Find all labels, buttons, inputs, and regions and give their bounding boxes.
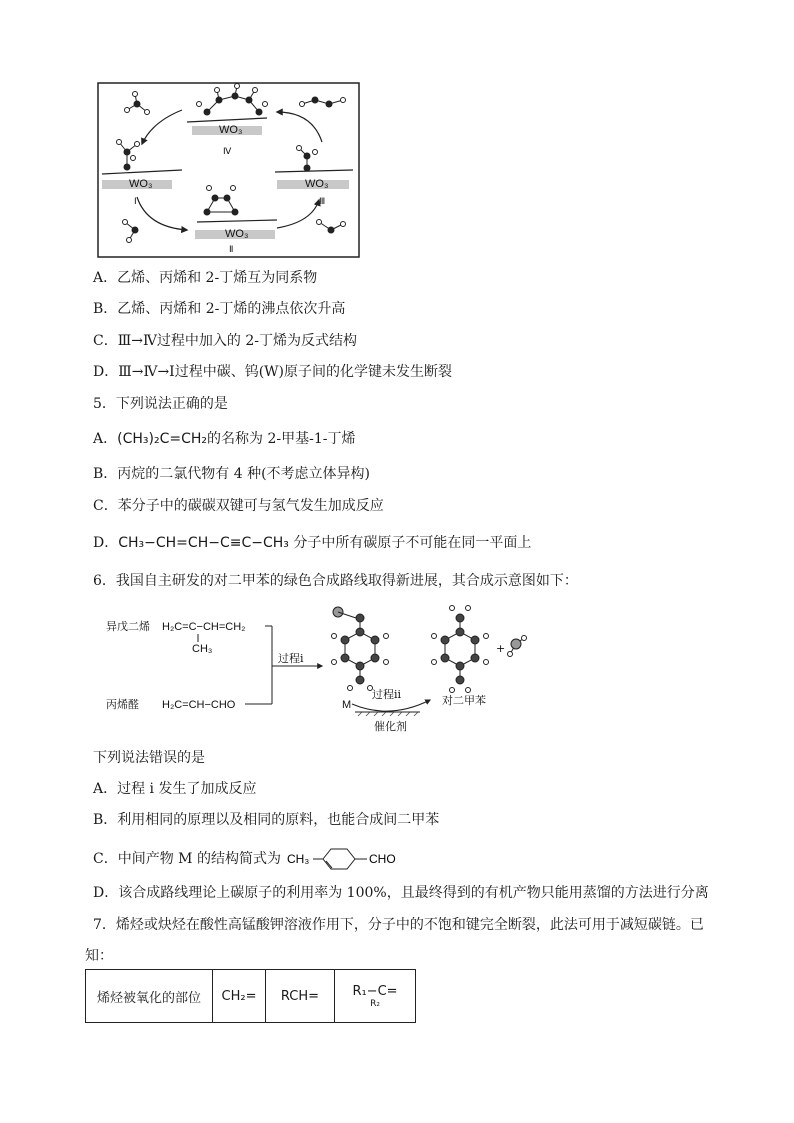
catalytic-cycle-figure: [97, 82, 360, 258]
acrolein-formula: H₂C=CH−CHO: [162, 699, 236, 711]
q4-option-d: D．Ⅲ→Ⅳ→Ⅰ过程中碳、钨(W)原子间的化学键未发生断裂: [93, 364, 453, 380]
plus-sign: +: [496, 642, 506, 655]
q5-option-a: [93, 429, 355, 449]
q6-option-b: B．利用相同的原理以及相同的原料，也能合成间二甲苯: [93, 812, 440, 828]
acrolein-label: 丙烯醛: [106, 698, 139, 711]
process-i-label: 过程i: [278, 652, 304, 665]
q5-option-d: [93, 533, 531, 553]
roman-iv: Ⅳ: [223, 146, 232, 156]
catalyst-label: 催化剂: [374, 720, 407, 733]
q5-option-b: B．丙烷的二氯代物有 4 种(不考虑立体异构): [93, 466, 371, 482]
product-label: 对二甲苯: [442, 694, 486, 707]
table-row: [86, 970, 416, 1023]
q5-option-a-formula: (CH₃)₂C=CH₂: [117, 431, 207, 447]
m-structure-formula: [285, 846, 415, 872]
roman-ii: Ⅱ: [229, 244, 234, 254]
q5-option-a-text: 的名称为 2-甲基-1-丁烯: [207, 431, 356, 447]
q5-option-d-letter: D．: [93, 535, 119, 551]
q5-option-d-text: 分子中所有碳原子不可能在同一平面上: [293, 535, 532, 551]
q5-option-a-letter: A．: [93, 431, 118, 447]
oxidation-site-table: [85, 969, 416, 1023]
q4-option-c: C．Ⅲ→Ⅳ过程中加入的 2-丁烯为反式结构: [93, 333, 358, 349]
q5-option-c: C．苯分子中的碳碳双键可与氢气发生加成反应: [93, 498, 384, 514]
roman-iii: Ⅲ: [319, 196, 326, 206]
para-xylene-model: [432, 606, 489, 693]
q6-option-c: [93, 846, 415, 872]
q6-option-c-text: C．中间产物 M 的结构简式为: [93, 851, 281, 867]
table-header-cell: 烯烃被氧化的部位: [86, 970, 213, 1023]
catalyst-hatching: [358, 712, 418, 716]
wo3-label-iv: WO₃: [219, 124, 243, 136]
water-model: [508, 636, 527, 657]
r1c-formula: R₁−C=: [352, 983, 398, 999]
q5-stem: 5．下列说法正确的是: [93, 396, 228, 412]
wo3-label-i: WO₃: [129, 178, 153, 190]
table-cell-ch2: CH₂=: [213, 970, 266, 1023]
wo3-label-iii: WO₃: [305, 178, 329, 190]
table-cell-rch: RCH=: [266, 970, 335, 1023]
synthesis-route-figure: [100, 600, 580, 738]
q4-option-a: A．乙烯、丙烯和 2-丁烯互为同系物: [93, 270, 318, 286]
q6-option-a: A．过程 i 发生了加成反应: [93, 781, 257, 797]
q6-question: 下列说法错误的是: [93, 750, 205, 766]
m-label: M: [342, 699, 352, 711]
r2-substituent: R₂: [370, 998, 380, 1009]
table-cell-r1cr2: [335, 970, 416, 1023]
q6-stem: 6．我国自主研发的对二甲苯的绿色合成路线取得新进展，其合成示意图如下：: [93, 573, 578, 589]
molecule-m-model: [332, 607, 389, 691]
isoprene-methyl: CH₃: [192, 643, 213, 655]
roman-i: Ⅰ: [134, 196, 137, 206]
process-ii-label: 过程ii: [372, 688, 402, 701]
q7-stem-1: 7．烯烃或炔烃在酸性高锰酸钾溶液作用下，分子中的不饱和键完全断裂，此法可用于减短碳链。已: [93, 917, 704, 933]
q6-option-d: D．该合成路线理论上碳原子的利用率为 100%，且最终得到的有机产物只能用蒸馏的方法进行分离: [93, 885, 709, 901]
q4-option-b: B．乙烯、丙烯和 2-丁烯的沸点依次升高: [93, 301, 346, 317]
q5-option-d-formula: CH₃−CH=CH−C≡C−CH₃: [118, 535, 289, 551]
q7-stem-2: 知：: [85, 948, 113, 964]
m-structure-ch3: CH₃: [287, 852, 310, 866]
wo3-label-ii: WO₃: [225, 228, 249, 240]
m-structure-cho: CHO: [369, 852, 397, 866]
isoprene-label: 异戊二烯: [106, 620, 150, 633]
isoprene-formula: H₂C=C−CH=CH₂: [162, 621, 246, 633]
